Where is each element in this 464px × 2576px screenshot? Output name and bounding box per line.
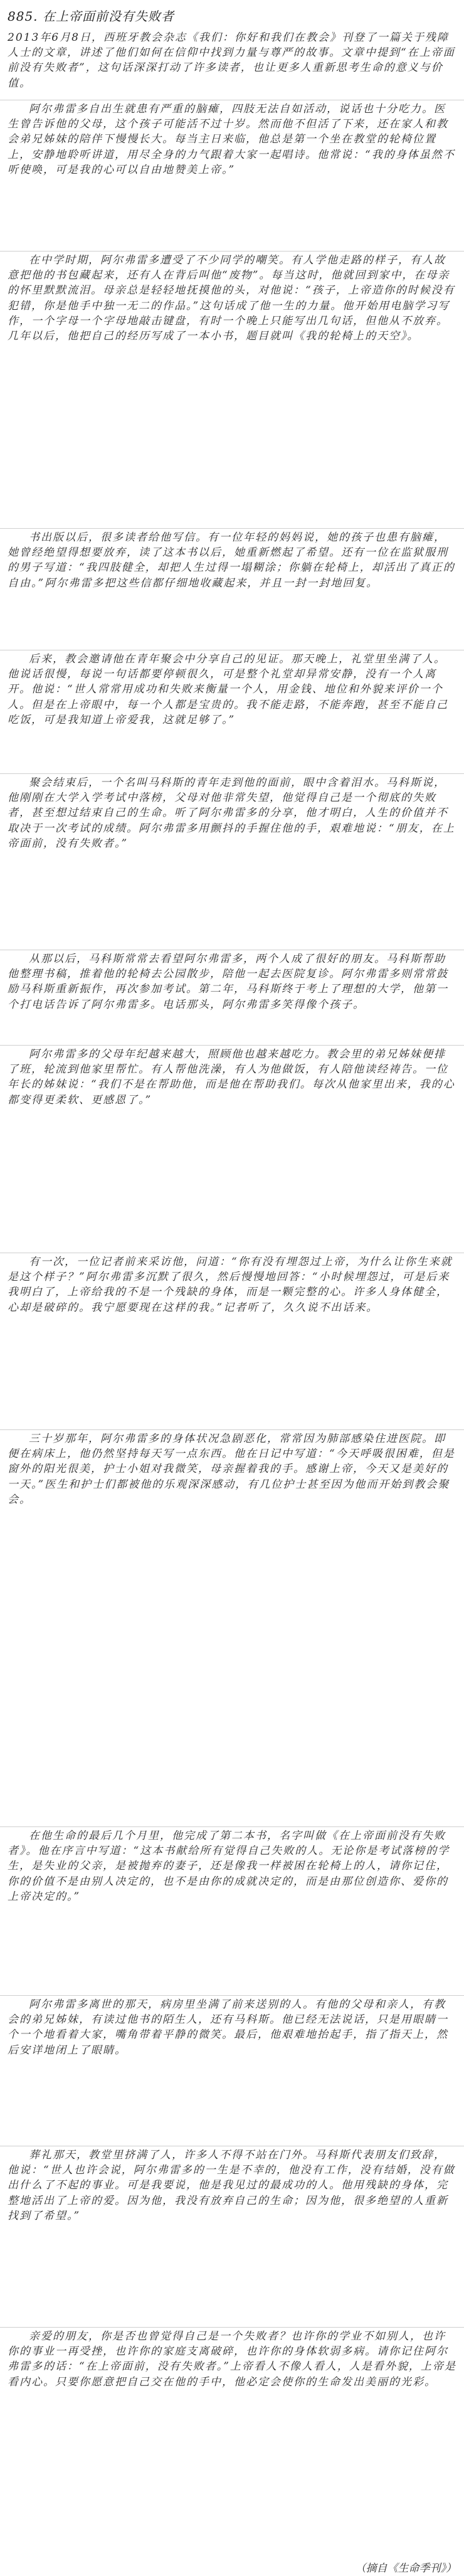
body-paragraph: 后来，教会邀请他在青年聚会中分享自己的见证。那天晚上，礼堂里坐满了人。他说话很慢，每说一句话都要停顿很久，可是整个礼堂却异常安静，没有一个人离开。他说：“世人常常用成功和失败来衡量一个人，用金钱、地位和外貌来评价一个人。但是在上帝眼中，每一个人都是宝贵的。我不能走路，不能奔跑，甚至不能自己吃饭，可是我知道上帝爱我，这就足够了。” [8,653,448,726]
body-paragraph: 在中学时期，阿尔弗雷多遭受了不少同学的嘲笑。有人学他走路的样子，有人故意把他的书包藏起来，还有人在背后叫他“废物”。每当这时，他就回到家中，在母亲的怀里默默流泪。母亲总是轻轻地抚摸他的头，对他说：“孩子，上帝造你的时候没有犯错，你是他手中独一无二的作品。”这句话成了他一生的力量。他开始用电脑学习写作，一个字母一个字母地敲击键盘，有时一个晚上只能写出几句话，但他从不放弃。几年以后，他把自己的经历写成了一本小书，题目就叫《我的轮椅上的天空》。 [8,254,455,343]
section-divider [0,251,464,252]
body-paragraph: 阿尔弗雷多离世的那天，病房里坐满了前来送别的人。有他的父母和亲人，有教会的弟兄姊妹，有读过他书的陌生人，还有马科斯。他已经无法说话，只是用眼睛一个一个地看着大家，嘴角带着平静的微笑。最后，他艰难地抬起手，指了指天上，然后安详地闭上了眼睛。 [8,1998,448,2057]
body-paragraph: 有一次，一位记者前来采访他，问道：“你有没有埋怨过上帝，为什么让你生来就是这个样子？”阿尔弗雷多沉默了很久，然后慢慢地回答：“小时候埋怨过，可是后来我明白了，上帝给我的不是一个残缺的身体，而是一颗完整的心。许多人身体健全，心却是破碎的。我宁愿要现在这样的我。”记者听了，久久说不出话来。 [8,1256,453,1314]
article-number: 885. [8,9,38,24]
source-note: （摘自《生命季刊》） [355,2562,456,2575]
body-paragraph: 阿尔弗雷多自出生就患有严重的脑瘫，四肢无法自如活动，说话也十分吃力。医生曾告诉他的父母，这个孩子可能活不过十岁。然而他不但活了下来，还在家人和教会弟兄姊妹的陪伴下慢慢长大。每当主日来临，他总是第一个坐在教堂的轮椅位置上，安静地聆听讲道，用尽全身的力气跟着大家一起唱诗。他常说：“我的身体虽然不听使唤，可是我的心可以自由地赞美上帝。” [8,103,455,176]
body-paragraph: 亲爱的朋友，你是否也曾觉得自己是一个失败者？也许你的学业不如别人，也许你的事业一再受挫，也许你的家庭支离破碎，也许你的身体软弱多病。请你记住阿尔弗雷多的话：“在上帝面前，没有失败者。”上帝看人不像人看人，人是看外貌，上帝是看内心。只要你愿意把自己交在他的手中，他必定会使你的生命发出美丽的光彩。 [8,2330,456,2388]
section-divider [0,1429,464,1430]
body-paragraph: 阿尔弗雷多的父母年纪越来越大，照顾他也越来越吃力。教会里的弟兄姊妹便排了班，轮流到他家里帮忙。有人帮他洗澡，有人为他做饭，有人陪他读经祷告。一位年长的姊妹说：“我们不是在帮助他，而是他在帮助我们。每次从他家里出来，我的心都变得更柔软、更感恩了。” [8,1048,455,1106]
section-divider [0,1995,464,1996]
article-title: 在上帝面前没有失败者 [42,9,174,24]
body-paragraph: 三十岁那年，阿尔弗雷多的身体状况急剧恶化，常常因为肺部感染住进医院。即便在病床上，他仍然坚持每天写一点东西。他在日记中写道：“今天呼吸很困难，但是窗外的阳光很美，护士小姐对我微笑，母亲握着我的手。感谢上帝，今天又是美好的一天。”医生和护士们都被他的乐观深深感动，有几位护士甚至因为他而开始到教会聚会。 [8,1433,455,1506]
section-divider [0,1045,464,1046]
body-paragraph: 葬礼那天，教堂里挤满了人，许多人不得不站在门外。马科斯代表朋友们致辞，他说：“世人也许会说，阿尔弗雷多的一生是不幸的，他没有工作，没有结婚，没有做出什么了不起的事业。可是我要说，他是我见过的最成功的人。他用残缺的身体，完整地活出了上帝的爱。因为他，我没有放弃自己的生命；因为他，很多绝望的人重新找到了希望。” [8,2149,455,2222]
body-paragraph: 从那以后，马科斯常常去看望阿尔弗雷多，两个人成了很好的朋友。马科斯帮助他整理书稿，推着他的轮椅去公园散步，陪他一起去医院复诊。阿尔弗雷多则常常鼓励马科斯重新振作，再次参加考试。第二年，马科斯终于考上了理想的大学，他第一个打电话告诉了阿尔弗雷多。电话那头，阿尔弗雷多笑得像个孩子。 [8,953,448,1011]
section-divider [0,773,464,774]
body-paragraph: 书出版以后，很多读者给他写信。有一位年轻的妈妈说，她的孩子也患有脑瘫，她曾经绝望得想要放弃，读了这本书以后，她重新燃起了希望。还有一位在监狱服刑的男子写道：“我四肢健全，却把人生过得一塌糊涂；你躺在轮椅上，却活出了真正的自由。”阿尔弗雷多把这些信都仔细地收藏起来，并且一封一封地回复。 [8,531,455,590]
section-divider [0,2327,464,2328]
section-divider [0,528,464,529]
body-paragraph: 聚会结束后，一个名叫马科斯的青年走到他的面前，眼中含着泪水。马科斯说，他刚刚在大学入学考试中落榜，父母对他非常失望，他觉得自己是一个彻底的失败者，甚至想过结束自己的生命。听了阿尔弗雷多的分享，他才明白，人生的价值并不取决于一次考试的成绩。阿尔弗雷多用颤抖的手握住他的手，艰难地说：“朋友，在上帝面前，没有失败者。” [8,777,455,850]
article-heading [8,6,174,24]
body-paragraph: 在他生命的最后几个月里，他完成了第二本书，名字叫做《在上帝面前没有失败者》。他在序言中写道：“这本书献给所有觉得自己失败的人。无论你是考试落榜的学生，是失业的父亲，是被抛弃的妻子，还是像我一样被困在轮椅上的人，请你记住，你的价值不是由别人决定的，也不是由你的成就决定的，而是由那位创造你、爱你的上帝决定的。” [8,1830,450,1903]
section-divider [0,1826,464,1827]
intro-paragraph: 2013年6月8日，西班牙教会杂志《我们：你好和我们在教会》刊登了一篇关于残障人士的文章，讲述了他们如何在信仰中找到力量与尊严的故事。文章中提到“在上帝面前没有失败者”，这句话深深打动了许多读者，也让更多人重新思考生命的意义与价值。 [8,31,455,90]
